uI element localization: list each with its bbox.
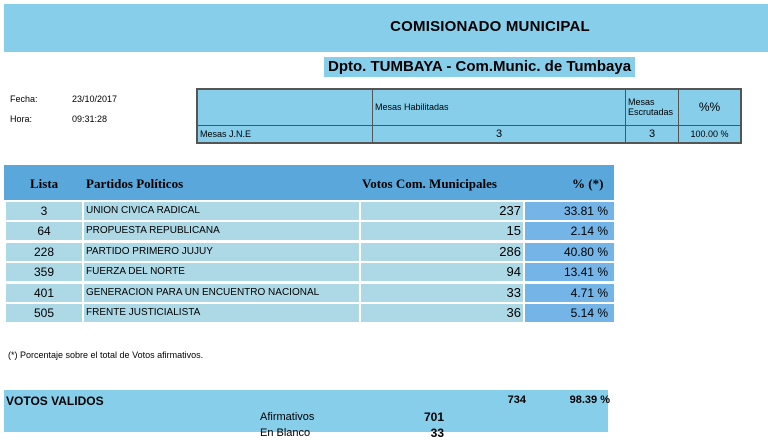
pct-column-header: % (*) <box>572 176 604 191</box>
escrutadas-header: Mesas Escrutadas <box>626 89 679 125</box>
habilitadas-value: 3 <box>373 125 626 143</box>
afirmativos-label: Afirmativos <box>260 411 315 423</box>
fecha-value: 23/10/2017 <box>72 94 118 104</box>
partido-cell: PARTIDO PRIMERO JUJUY <box>84 243 359 261</box>
lista-header: Lista <box>30 176 59 191</box>
habilitadas-header: Mesas Habilitadas <box>373 89 626 125</box>
table-row <box>4 262 614 282</box>
votos-cell: 286 <box>361 243 523 261</box>
pct-cell: 2.14 % <box>525 222 614 240</box>
votos-cell: 94 <box>361 263 523 281</box>
partido-cell: FRENTE JUSTICIALISTA <box>84 304 359 322</box>
pct-cell: 5.14 % <box>525 304 614 322</box>
footnote: (*) Porcentaje sobre el total de Votos afirmativos. <box>8 350 204 360</box>
lista-cell: 505 <box>6 304 82 322</box>
pct-cell: 13.41 % <box>525 263 614 281</box>
afirmativos-value: 701 <box>423 410 444 424</box>
partido-cell: UNION CIVICA RADICAL <box>84 202 359 220</box>
mesas-row-label: Mesas J.N.E <box>197 125 373 143</box>
page-subtitle: Dpto. TUMBAYA - Com.Munic. de Tumbaya <box>324 57 635 77</box>
pct-header: %% <box>679 89 742 125</box>
en-blanco-label: En Blanco <box>260 427 311 439</box>
table-row <box>4 303 614 323</box>
table-row <box>4 283 614 303</box>
table-row <box>4 242 614 262</box>
votos-cell: 33 <box>361 284 523 302</box>
lista-cell: 359 <box>6 263 82 281</box>
lista-cell: 3 <box>6 202 82 220</box>
en-blanco-value: 33 <box>430 426 444 440</box>
votos-cell: 237 <box>361 202 523 220</box>
hora-value: 09:31:28 <box>72 114 108 124</box>
votos-validos-value: 734 <box>507 394 526 406</box>
hora-label: Hora: <box>10 114 33 124</box>
table-row <box>4 221 614 241</box>
partido-cell: FUERZA DEL NORTE <box>84 263 359 281</box>
page-title: COMISIONADO MUNICIPAL <box>390 18 590 35</box>
partido-cell: GENERACION PARA UN ENCUENTRO NACIONAL <box>84 284 359 302</box>
mesas-summary-table <box>196 88 742 144</box>
escrutadas-value: 3 <box>626 125 679 143</box>
votos-cell: 36 <box>361 304 523 322</box>
lista-cell: 64 <box>6 222 82 240</box>
fecha-label: Fecha: <box>10 94 38 104</box>
votos-validos-label: VOTOS VALIDOS <box>6 394 104 408</box>
votos-cell: 15 <box>361 222 523 240</box>
votos-validos-pct: 98.39 % <box>569 394 610 406</box>
votos-header: Votos Com. Municipales <box>362 176 497 191</box>
lista-cell: 401 <box>6 284 82 302</box>
pct-cell: 40.80 % <box>525 243 614 261</box>
pct-value: 100.00 % <box>679 125 742 143</box>
lista-cell: 228 <box>6 243 82 261</box>
partido-cell: PROPUESTA REPUBLICANA <box>84 222 359 240</box>
partidos-header: Partidos Políticos <box>86 176 184 191</box>
pct-cell: 33.81 % <box>525 202 614 220</box>
pct-cell: 4.71 % <box>525 284 614 302</box>
table-row <box>4 201 614 221</box>
